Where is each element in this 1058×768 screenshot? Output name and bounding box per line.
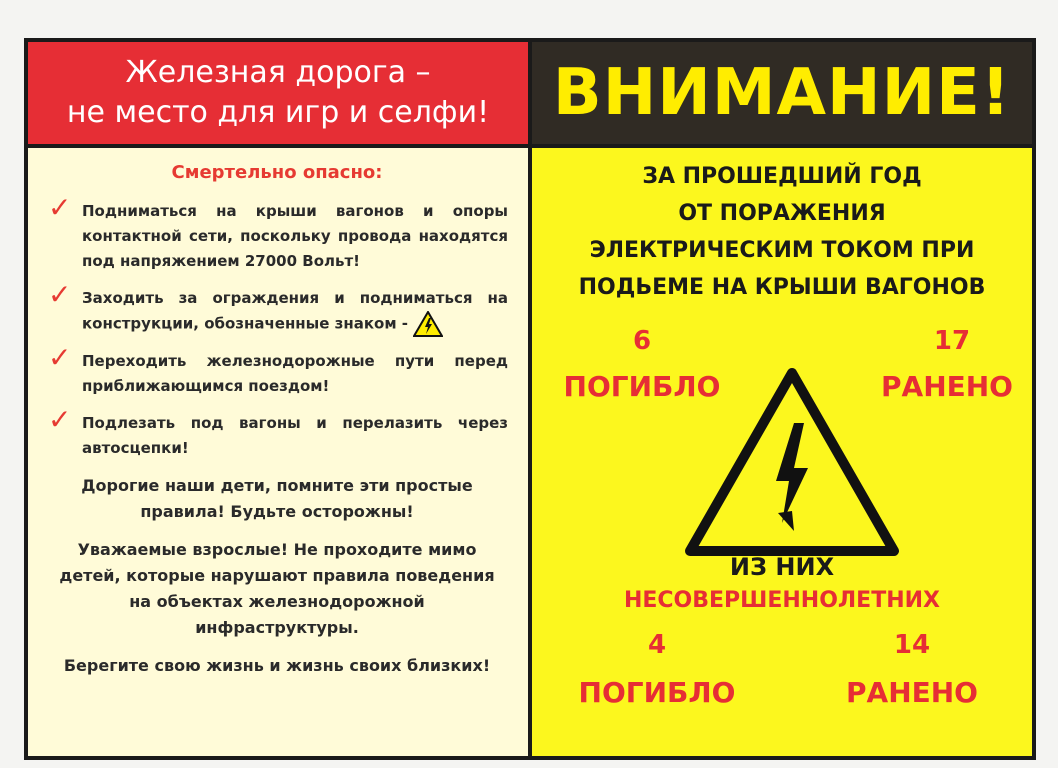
- check-icon: ✓: [48, 278, 72, 311]
- rule-item: [46, 341, 508, 399]
- killed-label: ПОГИБЛО: [563, 370, 721, 403]
- injured-total: 17: [933, 326, 971, 356]
- closing-message: Берегите свою жизнь и жизнь своих близких!: [63, 656, 491, 675]
- attention-title: ВНИМАНИЕ!: [532, 42, 1032, 148]
- minors-injured: 14: [893, 630, 931, 660]
- minors-injured-label: РАНЕНО: [846, 676, 978, 709]
- left-header-line1: Железная дорога –: [125, 55, 431, 90]
- rule-item: [46, 191, 508, 274]
- stats-panel: [532, 148, 1032, 756]
- rules-panel: [28, 148, 532, 756]
- left-header-line2: не место для игр и селфи!: [66, 95, 490, 130]
- check-icon: ✓: [48, 341, 72, 374]
- rule-text: [82, 286, 508, 337]
- rule-item: [46, 403, 508, 461]
- stats-heading: [532, 158, 1032, 306]
- minors-label: НЕСОВЕРШЕННОЛЕТНИХ: [623, 588, 941, 613]
- rule-text-span: Заходить за ограждения и подниматься на конструкции, обозначенные знаком -: [82, 289, 508, 333]
- rule-text: Переходить железнодорожные пути перед приближающимся поездом!: [82, 352, 508, 395]
- children-message: Дорогие наши дети, помните эти простые правила! Будьте осторожны!: [81, 476, 473, 521]
- stats-heading-line: ОТ ПОРАЖЕНИЯ: [678, 201, 886, 226]
- rule-text: Подниматься на крыши вагонов и опоры контактной сети, поскольку провода находятся под напряжением 27000 Вольт!: [82, 202, 508, 270]
- minors-killed: 4: [647, 630, 667, 660]
- rule-item: [46, 278, 508, 337]
- check-icon: ✓: [48, 191, 72, 224]
- minors-intro: ИЗ НИХ: [729, 553, 835, 581]
- stats-heading-line: ЗА ПРОШЕДШИЙ ГОД: [642, 164, 922, 189]
- high-voltage-warning-icon: [682, 363, 902, 561]
- stats-heading-line: ПОДЬЕМЕ НА КРЫШИ ВАГОНОВ: [578, 275, 986, 300]
- high-voltage-warning-icon: [413, 311, 443, 337]
- injured-label: РАНЕНО: [881, 370, 1013, 403]
- poster: [24, 38, 1036, 760]
- adults-message: Уважаемые взрослые! Не проходите мимо детей, которые нарушают правила поведения на объектах железнодорожной инфраструктуры.: [59, 540, 495, 637]
- minors-killed-label: ПОГИБЛО: [578, 676, 736, 709]
- check-icon: ✓: [48, 403, 72, 436]
- stats-heading-line: ЭЛЕКТРИЧЕСКИМ ТОКОМ ПРИ: [589, 238, 975, 263]
- danger-title: Смертельно опасно:: [171, 162, 383, 183]
- rule-text: Подлезать под вагоны и перелазить через автосцепки!: [82, 414, 508, 457]
- killed-total: 6: [632, 326, 652, 356]
- left-header: [28, 42, 532, 148]
